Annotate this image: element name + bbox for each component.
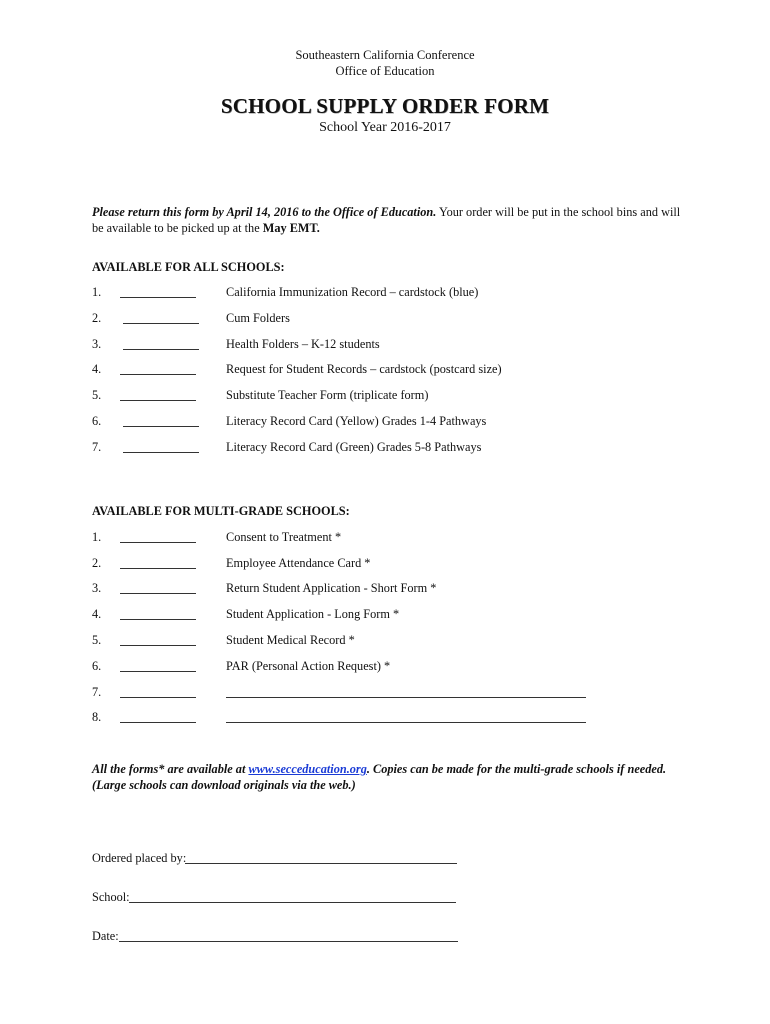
school-label: School: xyxy=(92,890,130,904)
quantity-blank[interactable] xyxy=(120,671,196,672)
list-item xyxy=(92,285,692,301)
quantity-blank[interactable] xyxy=(120,645,196,646)
item-description: Student Application - Long Form * xyxy=(226,607,400,621)
quantity-blank[interactable] xyxy=(120,619,196,620)
item-number: 3. xyxy=(92,337,102,351)
item-number: 4. xyxy=(92,362,102,376)
item-description: Return Student Application - Short Form * xyxy=(226,581,437,595)
item-description: Substitute Teacher Form (triplicate form) xyxy=(226,388,429,402)
item-number: 5. xyxy=(92,388,102,402)
list-item xyxy=(92,337,692,353)
item-number: 2. xyxy=(92,311,102,325)
organization-header xyxy=(0,47,770,79)
item-number: 3. xyxy=(92,581,102,595)
item-description: Cum Folders xyxy=(226,311,290,325)
note-text-after: . Copies can be made for the multi-grade schools if needed. xyxy=(366,762,667,776)
website-link[interactable]: www.secceducation.org xyxy=(248,762,367,776)
quantity-blank[interactable] xyxy=(120,697,196,698)
instructions xyxy=(92,204,692,236)
list-item xyxy=(92,633,692,649)
item-description: Consent to Treatment * xyxy=(226,530,342,544)
quantity-blank[interactable] xyxy=(123,452,199,453)
item-description: California Immunization Record – cardstock (blue) xyxy=(226,285,479,299)
quantity-blank[interactable] xyxy=(120,400,196,401)
list-item xyxy=(92,685,692,701)
quantity-blank[interactable] xyxy=(120,297,196,298)
item-number: 5. xyxy=(92,633,102,647)
org-name: Southeastern California Conference xyxy=(295,48,475,62)
item-description: PAR (Personal Action Request) * xyxy=(226,659,391,673)
list-item xyxy=(92,581,692,597)
quantity-blank[interactable] xyxy=(120,568,196,569)
quantity-blank[interactable] xyxy=(120,374,196,375)
pickup-event: May EMT. xyxy=(262,221,320,235)
item-number: 8. xyxy=(92,710,102,724)
write-in-item-field[interactable] xyxy=(226,697,586,698)
list-item xyxy=(92,311,692,327)
item-number: 1. xyxy=(92,285,102,299)
quantity-blank[interactable] xyxy=(120,542,196,543)
ordered-by-field[interactable] xyxy=(185,863,457,864)
item-description: Literacy Record Card (Yellow) Grades 1-4 Pathways xyxy=(226,414,487,428)
school-year: School Year 2016-2017 xyxy=(319,120,451,135)
quantity-blank[interactable] xyxy=(123,349,199,350)
list-item xyxy=(92,414,692,430)
school-field[interactable] xyxy=(129,902,456,903)
deadline-text: Please return this form by April 14, 2016 to the Office of Education. xyxy=(92,205,437,219)
quantity-blank[interactable] xyxy=(123,323,199,324)
list-item xyxy=(92,659,692,675)
ordered-by-row xyxy=(92,851,462,867)
list-item xyxy=(92,388,692,404)
list-item xyxy=(92,607,692,623)
org-office: Office of Education xyxy=(335,64,435,78)
item-description: Employee Attendance Card * xyxy=(226,556,371,570)
date-field[interactable] xyxy=(119,941,458,942)
list-item xyxy=(92,440,692,456)
item-description: Health Folders – K-12 students xyxy=(226,337,380,351)
item-number: 4. xyxy=(92,607,102,621)
item-number: 6. xyxy=(92,659,102,673)
date-label: Date: xyxy=(92,929,119,943)
instructions-text: Your order will be put in the school bins and will be available to be picked up at the xyxy=(92,205,681,235)
school-row xyxy=(92,890,462,906)
form-title: SCHOOL SUPPLY ORDER FORM xyxy=(220,94,550,118)
quantity-blank[interactable] xyxy=(120,593,196,594)
list-item xyxy=(92,556,692,572)
item-number: 2. xyxy=(92,556,102,570)
multi-grade-heading: AVAILABLE FOR MULTI-GRADE SCHOOLS: xyxy=(92,504,350,518)
item-description: Request for Student Records – cardstock (postcard size) xyxy=(226,362,502,376)
forms-availability-note xyxy=(92,761,702,793)
note-line-2: (Large schools can download originals via the web.) xyxy=(92,778,356,792)
item-description: Student Medical Record * xyxy=(226,633,355,647)
list-item xyxy=(92,362,692,378)
all-schools-heading: AVAILABLE FOR ALL SCHOOLS: xyxy=(92,260,285,274)
item-number: 1. xyxy=(92,530,102,544)
item-number: 6. xyxy=(92,414,102,428)
write-in-item-field[interactable] xyxy=(226,722,586,723)
item-number: 7. xyxy=(92,440,102,454)
date-row xyxy=(92,929,462,945)
quantity-blank[interactable] xyxy=(120,722,196,723)
item-description: Literacy Record Card (Green) Grades 5-8 Pathways xyxy=(226,440,482,454)
list-item xyxy=(92,710,692,726)
quantity-blank[interactable] xyxy=(123,426,199,427)
item-number: 7. xyxy=(92,685,102,699)
list-item xyxy=(92,530,692,546)
ordered-by-label: Ordered placed by: xyxy=(92,851,187,865)
note-text-before: All the forms* are available at xyxy=(92,762,249,776)
